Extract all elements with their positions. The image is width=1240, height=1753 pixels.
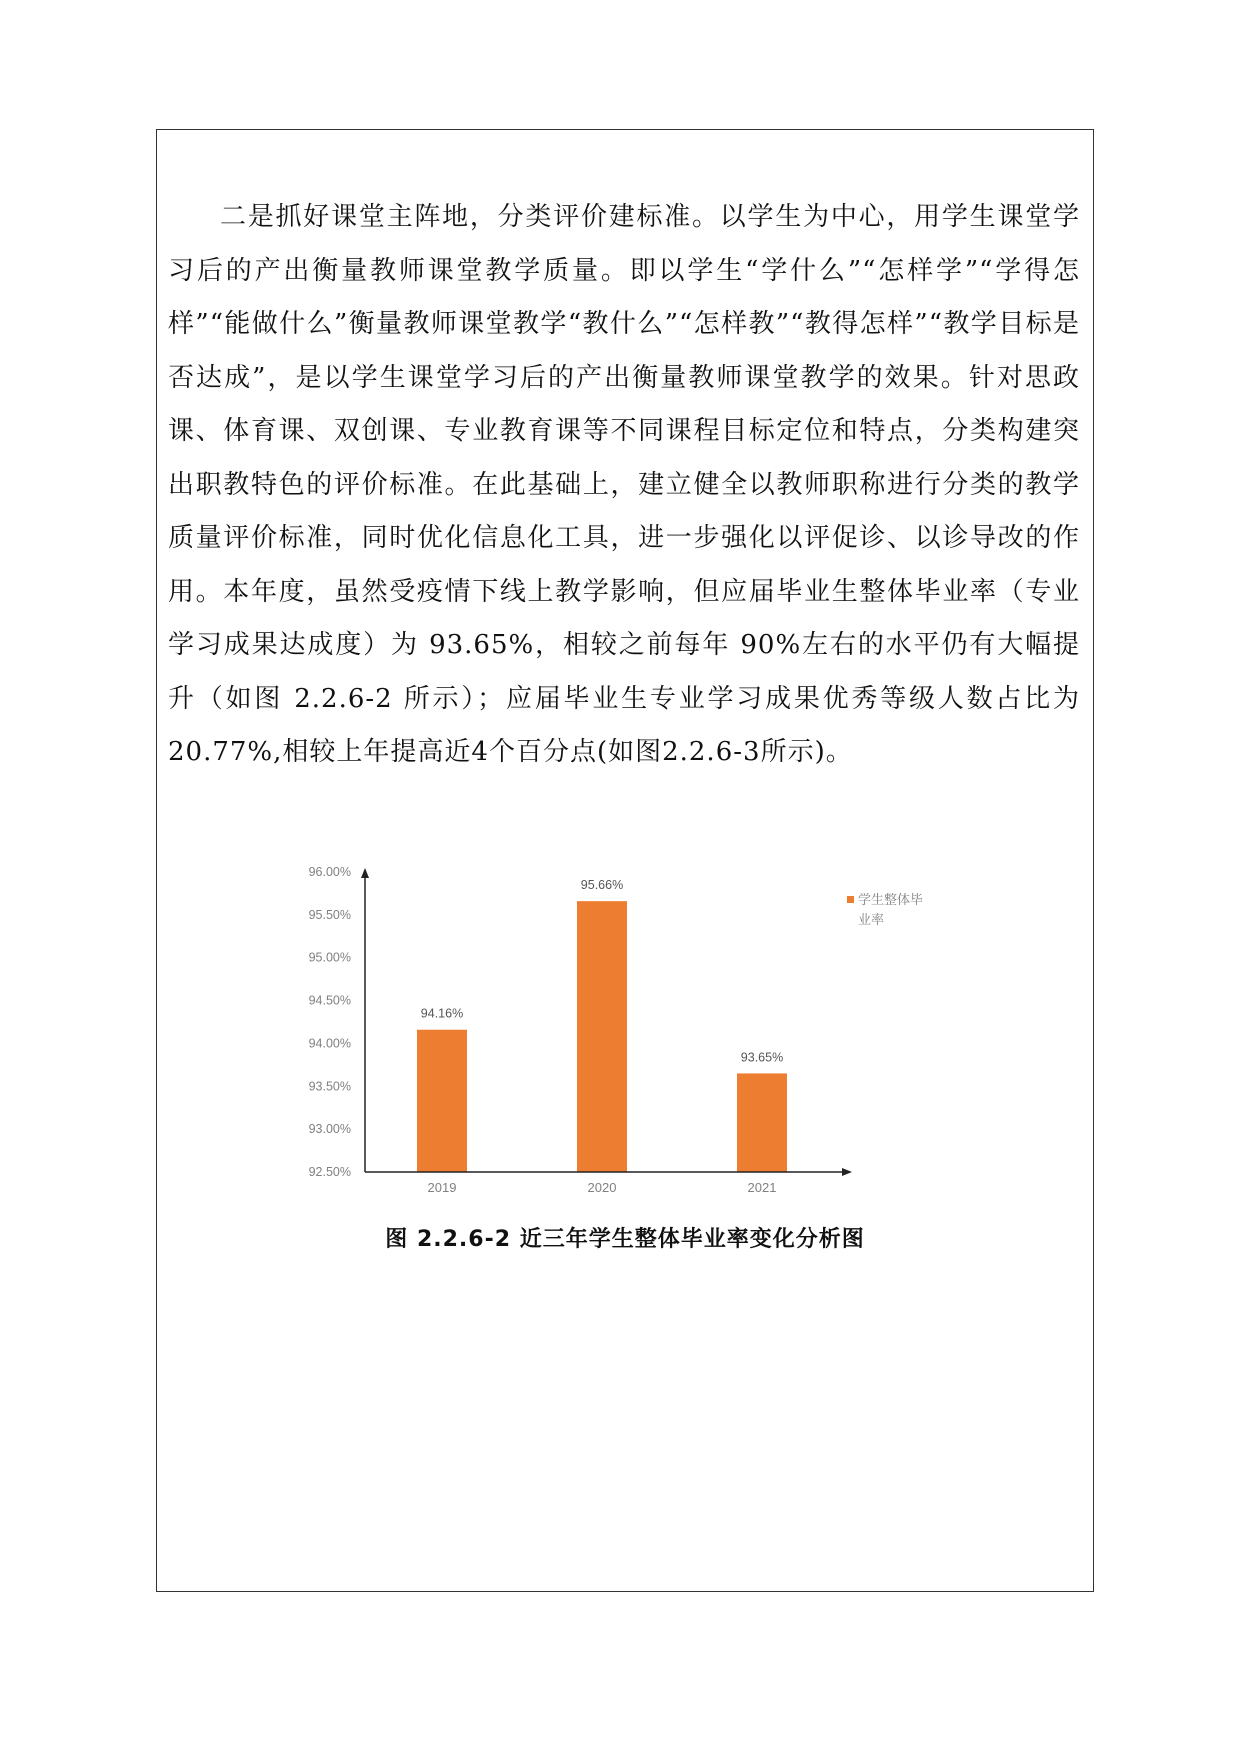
- legend-label-line-1: 学生整体毕: [858, 892, 924, 907]
- y-tick-label: 93.00%: [308, 1122, 351, 1137]
- legend-swatch: [847, 896, 854, 903]
- x-tick-label: 2021: [747, 1180, 777, 1195]
- data-label: 94.16%: [420, 1006, 464, 1021]
- data-label: 93.65%: [740, 1050, 784, 1065]
- x-axis-arrow: [842, 1168, 852, 1176]
- y-tick-label: 94.00%: [308, 1036, 351, 1051]
- y-tick-label: 96.00%: [308, 865, 351, 879]
- chart-svg: [280, 850, 980, 1210]
- bar-2019: [417, 1030, 467, 1172]
- data-label: 95.66%: [580, 878, 624, 893]
- bar-2020: [577, 901, 627, 1172]
- y-tick-label: 92.50%: [308, 1165, 351, 1179]
- body-paragraph: 二是抓好课堂主阵地，分类评价建标准。以学生为中心，用学生课堂学习后的产出衡量教师课堂教学质量。即以学生“学什么”“怎样学”“学得怎样”“能做什么”衡量教师课堂教学“教什么”“怎样教”“教得怎样”“教学目标是否达成”，是以学生课堂学习后的产出衡量教师课堂教学的效果。针对思政课、体育课、双创课、专业教育课等不同课程目标定位和特点，分类构建突出职教特色的评价标准。在此基础上，建立健全以教师职称进行分类的教学质量评价标准，同时优化信息化工具，进一步强化以评促诊、以诊导改的作用。本年度，虽然受疫情下线上教学影响，但应届毕业生整体毕业率（专业学习成果达成度）为 93.65%，相较之前每年 90%左右的水平仍有大幅提升（如图 2.2.6-2 所示）；应届毕业生专业学习成果优秀等级人数占比为20.77%,相较上年提高近4个百分点(如图2.2.6-3所示)。: [168, 202, 1080, 767]
- legend-label-line-2: 业率: [858, 912, 885, 927]
- y-tick-label: 95.00%: [308, 950, 351, 965]
- y-tick-label: 94.50%: [308, 993, 351, 1008]
- y-tick-label: 95.50%: [308, 907, 351, 922]
- figure-caption: 图 2.2.6-2 近三年学生整体毕业率变化分析图: [385, 1227, 865, 1252]
- bar-2021: [737, 1073, 787, 1172]
- x-tick-label: 2019: [427, 1180, 457, 1195]
- x-tick-label: 2020: [587, 1180, 617, 1195]
- y-axis-arrow: [361, 868, 369, 878]
- y-tick-label: 93.50%: [308, 1079, 351, 1094]
- graduation-rate-chart: [280, 850, 980, 1210]
